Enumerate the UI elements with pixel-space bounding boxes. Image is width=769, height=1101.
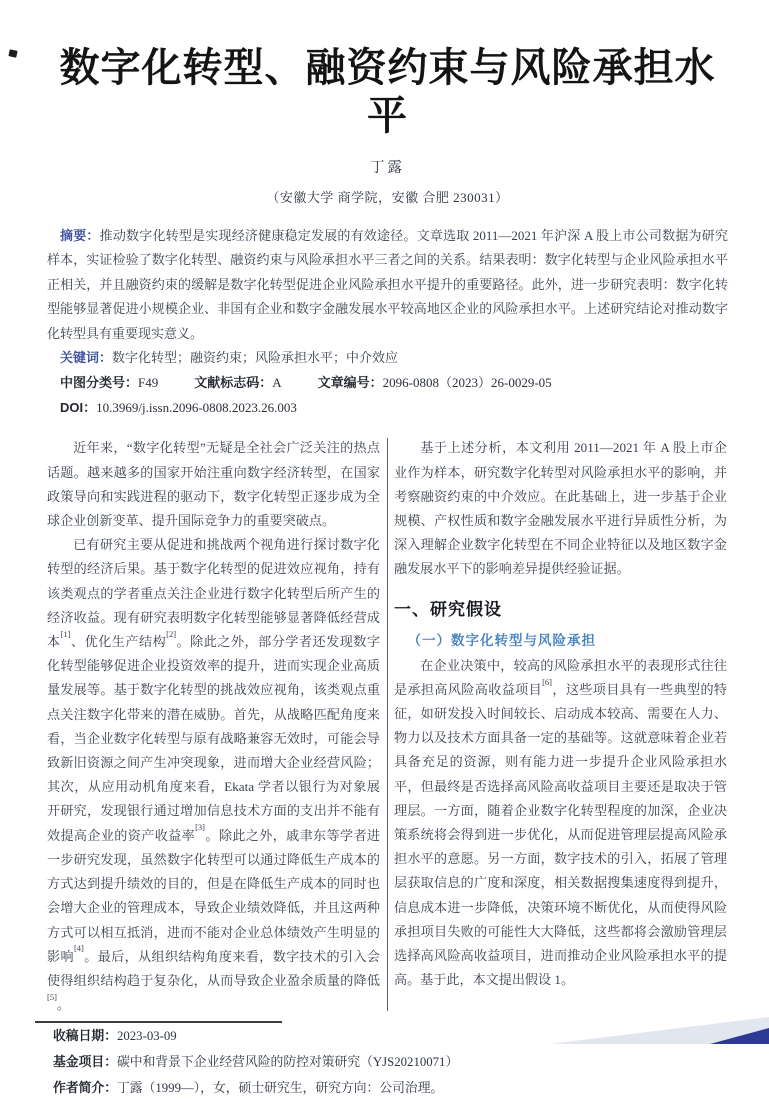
author-bio-label: 作者简介：	[53, 1080, 117, 1096]
section-heading: 一、研究假设	[394, 599, 502, 619]
author-bio-value: 丁露（1999—），女，硕士研究生，研究方向：公司治理。	[116, 1081, 444, 1096]
page-title: 数字化转型、融资约束与风险承担水平	[59, 46, 716, 138]
abstract-text: 推动数字化转型是实现经济健康稳定发展的有效途径。文章选取 2011—2021 年沪深 A 股上市公司数据为研究样本，实证检验了数字化转型、融资约束与风险承担水平三者之间的关系。结果表明：数字化转型与企业风险承担水平正相关，并且融资约束的缓解是数字化转型促进企业风险承担水平提升的重要路径。此外，进一步研究表明：数字化转型能够显著促进小规模企业、非国有企业和数字金融发展水平较高地区企业的风险承担水平。上述研究结论对推动数字化转型具有重要现实意义。	[47, 228, 728, 341]
received-date-label: 收稿日期：	[53, 1028, 117, 1044]
fund-project-label: 基金项目：	[53, 1054, 117, 1070]
abstract-label: 摘要：	[60, 228, 100, 243]
body-paragraph: 在企业决策中，较高的风险承担水平的表现形式往往是承担高风险高收益项目[6]，这些项目具有一些典型的特征，如研发投入时间较长、启动成本较高、需要在人力、物力以及技术方面具备一定的基础等。这就意味着企业若具备充足的资源，则有能力进一步提升企业风险承担水平，但最终是否选择高风险高收益项目主要还是取决于管理层。一方面，随着企业数字化转型程度的加深，企业决策系统将会得到进一步优化，从而促进管理层提高风险承担水平的意愿。另一方面，数字技术的引入，拓展了管理层获取信息的广度和深度，相关数据搜集速度得到提升，信息成本进一步降低，决策环境不断优化，从而使得风险承担项目失败的可能性大大降低，这些都将会激励管理层选择高风险高收益项目，进而推动企业风险承担水平的提高。基于此，本文提出假设 1。	[394, 657, 728, 988]
abstract-paragraph	[47, 224, 728, 346]
body-paragraph: 基于上述分析，本文利用 2011—2021 年 A 股上市企业作为样本，研究数字化转型对风险承担水平的影响，并考察融资约束的中介效应。在此基础上，进一步基于企业规模、产权性质和数字金融发展水平进行异质性分析，为深入理解企业数字化转型在不同企业特征以及地区数字金融发展水平下的影响差异提供经验证据。	[394, 440, 727, 577]
fund-project-value: 碳中和背景下企业经营风险的防控对策研究（YJS20210071）	[116, 1055, 459, 1070]
keywords-label: 关键词：	[60, 350, 113, 366]
keywords-text: 数字化转型；融资约束；风险承担水平；中介效应	[112, 350, 399, 366]
classification-line	[47, 370, 728, 395]
paper-page	[0, 44, 769, 1096]
article-id-value: 2096-0808（2023）26-0029-05	[382, 375, 552, 391]
doc-code-value: A	[272, 375, 282, 391]
right-column	[394, 436, 727, 1017]
doi-value: 10.3969/j.issn.2096-0808.2023.26.003	[96, 400, 297, 416]
clc-label: 中图分类号：	[60, 375, 139, 391]
page-content	[0, 44, 769, 1101]
fund-project-line	[47, 1049, 728, 1075]
clc-value: F49	[138, 375, 159, 391]
received-date-line	[47, 1023, 728, 1049]
author-bio-line	[47, 1075, 728, 1101]
subsection-heading: （一）数字化转型与风险承担	[407, 632, 596, 648]
doi-line	[47, 395, 728, 420]
column-divider	[387, 438, 388, 1011]
article-id-label: 文章编号：	[317, 375, 383, 391]
footnotes	[47, 1021, 728, 1101]
left-column	[47, 436, 380, 1017]
body-paragraph: 已有研究主要从促进和挑战两个视角进行探讨数字化转型的经济后果。基于数字化转型的促进效应视角，持有该类观点的学者重点关注企业进行数字化转型后所产生的经济收益。现有研究表明数字化转型能够显著降低经营成本[1]、优化生产结构[2]。除此之外，部分学者还发现数字化转型能够促进企业投资效率的提升，进而实现企业高质量发展等。基于数字化转型的挑战效应视角，该类观点重点关注数字化带来的潜在威胁。首先，从战略匹配角度来看，当企业数字化转型与原有战略兼容无效时，可能会导致新旧资源之间产生冲突现象，进而增大企业经营风险；其次，从应用动机角度来看，Ekata 学者以银行为对象展开研究，发现银行通过增加信息技术方面的支出并不能有效提高企业的资产收益率[3]。除此之外，戚聿东等学者进一步研究发现，虽然数字化转型可以通过降低生产成本的方式达到提升绩效的目的，但是在降低生产成本的同时也会增大企业的管理成本，导致企业绩效降低，并且这两种方式可以相互抵消，进而不能对企业总体绩效产生明显的影响[4]。最后，从组织结构角度来看，数字技术的引入会使得组织结构趋于复杂化，从而导致企业盈余质量的降低[5]。	[47, 537, 381, 1013]
scan-speck	[8, 49, 17, 58]
frontmatter	[47, 224, 728, 420]
received-date-value: 2023-03-09	[116, 1029, 177, 1044]
author-name: 丁露	[370, 160, 405, 176]
body-paragraph: 近年来，“数字化转型”无疑是全社会广泛关注的热点话题。越来越多的国家开始注重向数字经济转型，在国家政策导向和实践进程的驱动下，数字化转型正逐步成为全球企业创新变革、提升国际竞争力的重要突破点。	[47, 440, 380, 529]
keywords-line	[47, 346, 728, 370]
body-columns	[47, 436, 728, 1017]
author-affiliation: （安徽大学 商学院，安徽 合肥 230031）	[266, 190, 509, 205]
doi-label: DOI：	[60, 400, 97, 416]
doc-code-label: 文献标志码：	[194, 375, 273, 391]
